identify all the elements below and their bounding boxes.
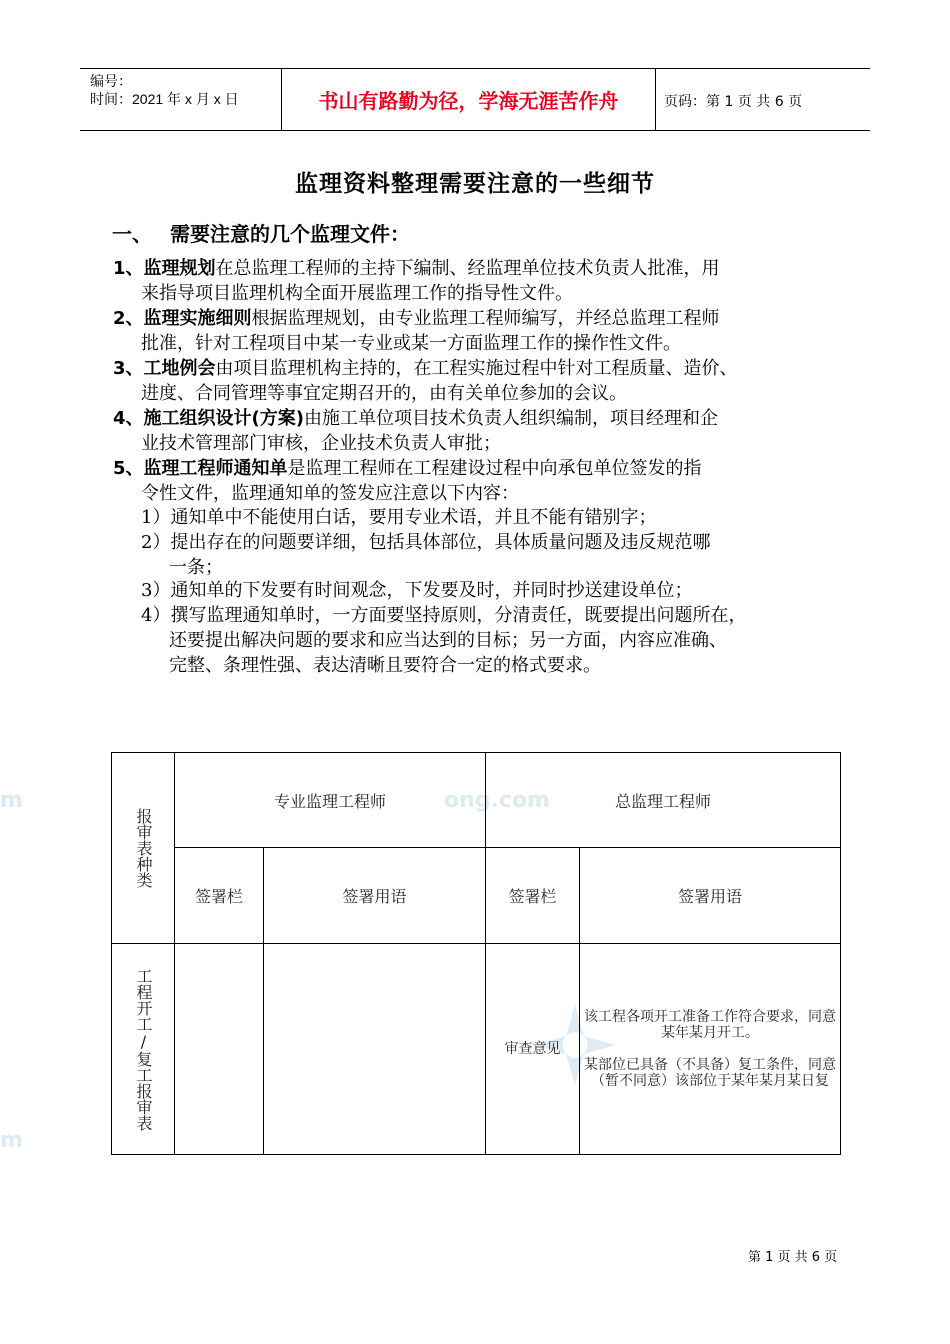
sub-item-text: 通知单的下发要有时间观念，下发要及时，并同时抄送建设单位； — [170, 580, 693, 601]
sub-item — [141, 530, 853, 580]
item-text: 根据监理规划，由专业监理工程师编写，并经总监理工程师 — [251, 308, 720, 329]
motto: 书山有路勤为径，学海无涯苦作舟 — [318, 89, 619, 113]
item-number: 5、 — [113, 458, 144, 479]
sub-item-text-cont: 完整、条理性强、表达清晰且要符合一定的格式要求。 — [169, 655, 601, 676]
sub-item — [141, 578, 853, 603]
item-text: 由施工单位项目技术负责人组织编制，项目经理和企 — [303, 408, 718, 429]
item-text-cont: 批准，针对工程项目中某一专业或某一方面监理工作的操作性文件。 — [141, 333, 681, 354]
section-heading — [112, 218, 410, 247]
document-title: 监理资料整理需要注意的一些细节 — [295, 171, 655, 197]
sub-item-text: 撰写监理通知单时，一方面要坚持原则，分清责任，既要提出问题所在， — [170, 605, 747, 626]
list-item — [113, 356, 853, 406]
chief-header: 总监理工程师 — [486, 753, 841, 848]
empty-cell — [264, 944, 486, 1155]
document-header — [80, 68, 870, 131]
sub-item-text: 通知单中不能使用白话，要用专业术语，并且不能有错别字； — [170, 507, 657, 528]
sub-item — [141, 505, 853, 530]
sub-item-text-cont: 还要提出解决问题的要求和应当达到的目标；另一方面，内容应准确、 — [169, 630, 727, 651]
item-term: 监理实施细则 — [143, 308, 252, 329]
sub-item-text: 提出存在的问题要详细，包括具体部位，具体质量问题及违反规范哪 — [170, 532, 711, 553]
item-term: 监理规划 — [143, 258, 216, 279]
sub-item — [141, 603, 853, 678]
sub-item-text-cont: 一条； — [169, 557, 223, 578]
list-item — [113, 256, 853, 306]
review-table — [111, 752, 841, 1155]
item-text: 在总监理工程师的主持下编制、经监理单位技术负责人批准，用 — [215, 258, 720, 279]
wording-cell — [580, 944, 841, 1155]
watermark-text: ong.com — [444, 788, 550, 813]
row-label: 工程开工/复工报审表 — [134, 967, 153, 1131]
sign-col-header: 签署栏 — [175, 848, 264, 944]
sign-wording-header: 签署用语 — [580, 848, 841, 944]
item-text-cont: 令性文件，监理通知单的签发应注意以下内容： — [141, 483, 519, 504]
sub-item-number: 2） — [141, 532, 171, 553]
list-item — [113, 306, 853, 356]
row-label-cell — [112, 944, 175, 1155]
item-term: 施工组织设计(方案) — [143, 408, 304, 429]
section-number: 一、 — [112, 222, 152, 246]
item-number: 4、 — [113, 408, 144, 429]
sub-item-number: 4） — [141, 605, 171, 626]
watermark-fragment: m — [0, 1128, 23, 1153]
item-number: 2、 — [113, 308, 144, 329]
specialist-header: 专业监理工程师 — [175, 753, 486, 848]
item-number: 3、 — [113, 358, 144, 379]
item-text-cont: 进度、合同管理等事宜定期召开的，由有关单位参加的会议。 — [141, 383, 627, 404]
item-text: 是监理工程师在工程建设过程中向承包单位签发的指 — [287, 458, 702, 479]
sub-item-number: 1） — [141, 507, 171, 528]
page-footer: 第 1 页 共 6 页 — [748, 1250, 838, 1265]
date-label: 时间：2021 年 x 月 x 日 — [90, 91, 239, 107]
item-term: 监理工程师通知单 — [143, 458, 288, 479]
wording-paragraph: 某部位已具备（不具备）复工条件，同意（暂不同意）该部位于某年某月某日复 — [584, 1057, 837, 1089]
list-item — [113, 406, 853, 456]
wording-paragraph: 该工程各项开工准备工作符合要求，同意某年某月开工。 — [584, 1009, 837, 1041]
item-term: 工地例会 — [143, 358, 216, 379]
number-label: 编号： — [90, 73, 132, 89]
sub-item-number: 3） — [141, 580, 171, 601]
review-opinion-cell: 审查意见 — [486, 944, 580, 1155]
header-left — [90, 72, 239, 108]
item-text-cont: 业技术管理部门审核，企业技术负责人审批； — [141, 433, 501, 454]
section-label: 需要注意的几个监理文件： — [170, 222, 410, 246]
watermark-fragment: m — [0, 788, 23, 813]
sign-wording-header: 签署用语 — [264, 848, 486, 944]
page-info: 页码：第 1 页 共 6 页 — [664, 94, 803, 110]
sign-col-header: 签署栏 — [486, 848, 580, 944]
empty-cell — [175, 944, 264, 1155]
list-item — [113, 456, 853, 506]
type-header-cell — [112, 753, 175, 944]
type-header: 报审表种类 — [134, 808, 153, 888]
header-divider — [655, 69, 656, 130]
item-number: 1、 — [113, 258, 144, 279]
item-text: 由项目监理机构主持的，在工程实施过程中针对工程质量、造价、 — [215, 358, 738, 379]
item-text-cont: 来指导项目监理机构全面开展监理工作的指导性文件。 — [141, 283, 573, 304]
